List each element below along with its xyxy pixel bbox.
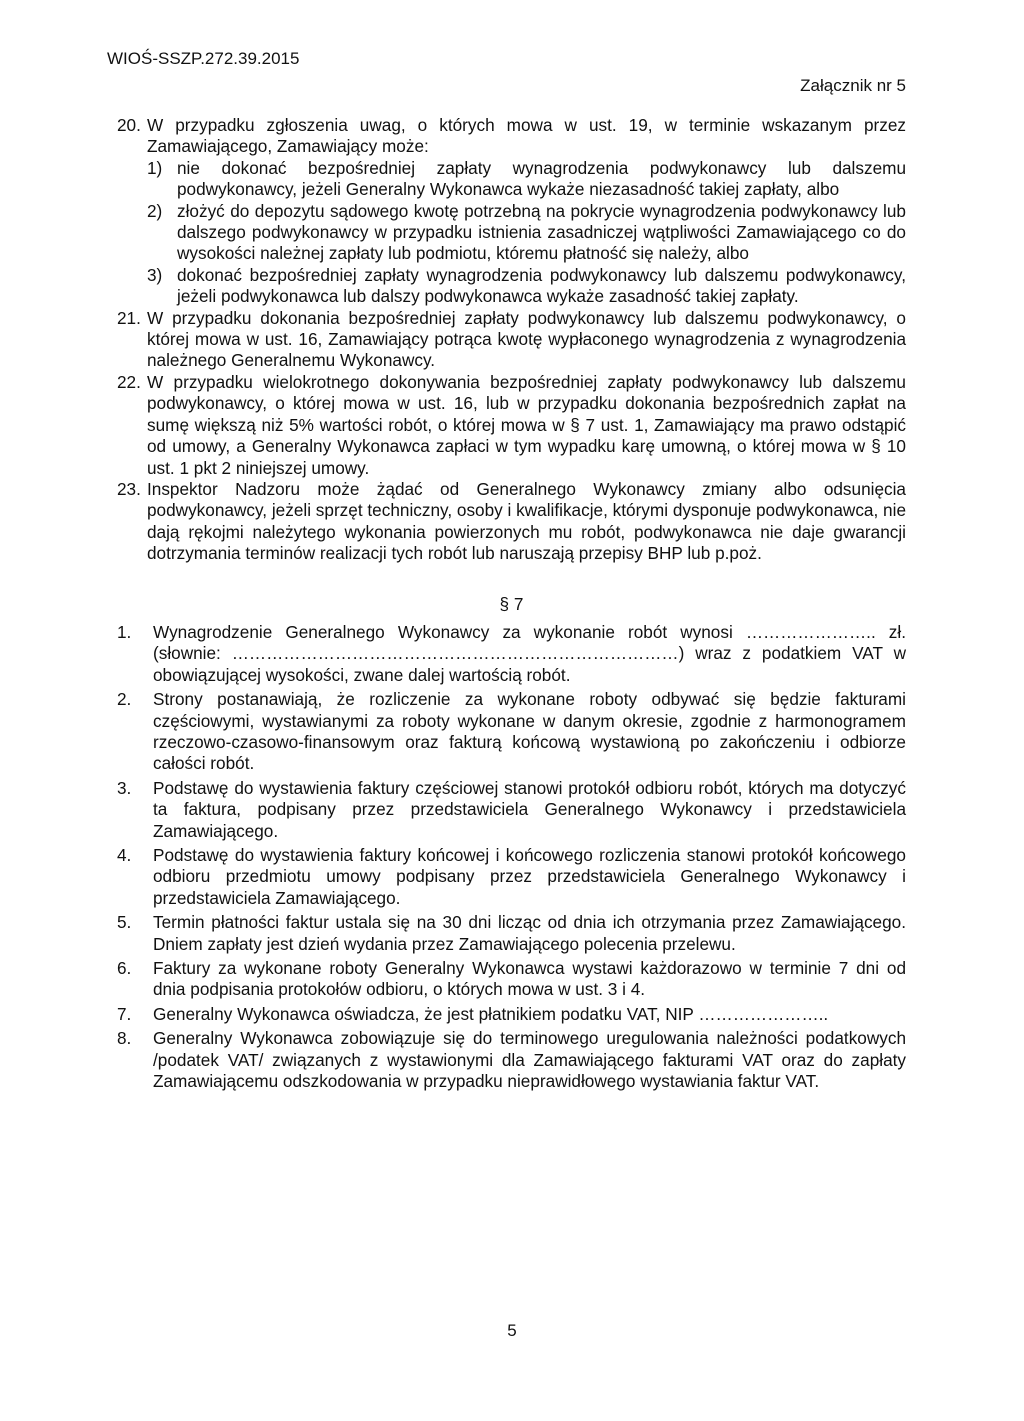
subclause-text: złożyć do depozytu sądowego kwotę potrzebną na pokrycie wynagrodzenia podwykonawcy lub dalszego podwykonawcy w przypadku istnienia zasadniczej wątpliwości Zamawiającego co do wysokości należnej zapłaty lub podmiotu, któremu płatność się należy, albo xyxy=(177,200,906,264)
subclause-number: 3) xyxy=(147,264,163,285)
item-number: 8. xyxy=(117,1028,132,1049)
clause-text xyxy=(147,115,906,308)
clause-21 xyxy=(117,308,906,372)
page-number: 5 xyxy=(507,1321,517,1340)
clause-number: 23. xyxy=(117,478,141,499)
clause-text: W przypadku wielokrotnego dokonywania bezpośredniej zapłaty podwykonawcy lub dalszemu podwykonawcy, o której mowa w ust. 16, lub w przypadku dokonania bezpośrednich zapłat na sumę większą niż 5% wartości robót, o której mowa w § 7 ust. 1, Zamawiający ma prawo odstąpić od umowy, a Generalny Wykonawca zapłaci w tym wypadku karę umowną, o której mowa w § 10 ust. 1 pkt 2 niniejszej umowy. xyxy=(147,371,906,478)
item-text: Podstawę do wystawienia faktury końcowej i końcowego rozliczenia stanowi protokół końcowego odbioru przedmiotu umowy podpisany przez przedstawiciela Generalnego Wykonawcy i przedstawiciela Zamawiającego. xyxy=(153,845,906,908)
item-text: Termin płatności faktur ustala się na 30 dni licząc od dnia ich otrzymania przez Zamawiającego. Dniem zapłaty jest dzień wydania przez Zamawiającego polecenia przelewu. xyxy=(153,912,906,954)
section-item-5 xyxy=(117,912,906,955)
subclause-2 xyxy=(147,201,906,265)
attachment-label: Załącznik nr 5 xyxy=(800,76,906,95)
clause-20 xyxy=(117,115,906,308)
item-text: Wynagrodzenie Generalnego Wykonawcy za wykonanie robót wynosi ………………….. zł. (słownie: ……………………………………………………………………) wraz z podatkiem VAT w obowiązującej wysokości, zwane dalej wartością robót. xyxy=(153,621,906,685)
clause-intro: W przypadku zgłoszenia uwag, o których mowa w ust. 19, w terminie wskazanym przez Zamawiającego, Zamawiający może: xyxy=(147,115,906,157)
subclause-number: 2) xyxy=(147,200,163,221)
section-item-8 xyxy=(117,1028,906,1092)
clause-text: W przypadku dokonania bezpośredniej zapłaty podwykonawcy lub dalszemu podwykonawcy, o której mowa w ust. 16, Zamawiający potrąca kwotę wypłaconego wynagrodzenia z wynagrodzenia należnego Generalnemu Wykonawcy. xyxy=(147,307,906,371)
clause-number: 22. xyxy=(117,371,141,392)
item-number: 3. xyxy=(117,777,132,798)
clause-number: 21. xyxy=(117,307,141,328)
subclause-text: dokonać bezpośredniej zapłaty wynagrodzenia podwykonawcy lub dalszemu podwykonawcy, jeżeli podwykonawca lub dalszy podwykonawca wykaże zasadność takiej zapłaty. xyxy=(177,264,906,307)
item-text: Generalny Wykonawca oświadcza, że jest płatnikiem podatku VAT, NIP ………………….. xyxy=(153,1003,829,1024)
section-item-1 xyxy=(117,622,906,686)
item-number: 2. xyxy=(117,689,132,710)
item-text: Generalny Wykonawca zobowiązuje się do terminowego uregulowania należności podatkowych /podatek VAT/ związanych z wystawionymi dla Zamawiającego fakturami VAT oraz do zapłaty Zamawiającemu odszkodowania w przypadku nieprawidłowego wystawiania faktur VAT. xyxy=(153,1028,906,1092)
section-item-4 xyxy=(117,845,906,909)
item-number: 4. xyxy=(117,845,132,865)
item-text: Podstawę do wystawienia faktury częściowej stanowi protokół odbioru robót, których ma dotyczyć ta faktura, podpisany przez przedstawiciela Generalnego Wykonawcy i przedstawiciela Zamawiającego. xyxy=(153,777,906,841)
item-number: 5. xyxy=(117,912,132,933)
item-text: Strony postanawiają, że rozliczenie za wykonane roboty odbywać się będzie fakturami częściowymi, wystawianymi za roboty wykonane w danym okresie, zgodnie z harmonogramem rzeczowo-czasowo-finansowym oraz fakturą końcową wystawioną po zakończeniu i odbiorze całości robót. xyxy=(153,689,906,774)
section-item-3 xyxy=(117,778,906,842)
subclause-text: nie dokonać bezpośredniej zapłaty wynagrodzenia podwykonawcy lub dalszemu podwykonawcy, jeżeli Generalny Wykonawca wykaże niezasadność takiej zapłaty, albo xyxy=(177,157,906,200)
document-reference: WIOŚ-SSZP.272.39.2015 xyxy=(107,49,300,68)
item-number: 7. xyxy=(117,1003,132,1024)
section-heading: § 7 xyxy=(499,593,524,614)
subclause-number: 1) xyxy=(147,157,163,178)
subclause-3 xyxy=(147,265,906,308)
section-item-7 xyxy=(117,1004,906,1025)
item-text: Faktury za wykonane roboty Generalny Wykonawca wystawi każdorazowo w terminie 7 dni od dnia podpisania protokołów odbioru, o których mowa w ust. 3 i 4. xyxy=(153,958,906,1000)
clause-23 xyxy=(117,479,906,565)
clause-number: 20. xyxy=(117,115,141,135)
item-number: 1. xyxy=(117,621,132,642)
subclause-1 xyxy=(147,158,906,201)
item-number: 6. xyxy=(117,958,132,979)
clause-text: Inspektor Nadzoru może żądać od Generalnego Wykonawcy zmiany albo odsunięcia podwykonawcy, jeżeli sprzęt techniczny, osoby i kwalifikacje, którymi dysponuje podwykonawca, nie dają rękojmi należytego wykonania powierzonych mu robót, podwykonawca nie daje gwarancji dotrzymania terminów realizacji tych robót lub naruszają przepisy BHP lub p.poż. xyxy=(147,478,906,564)
clause-22 xyxy=(117,372,906,479)
section-item-2 xyxy=(117,689,906,775)
document-body xyxy=(117,115,906,1095)
section-item-6 xyxy=(117,958,906,1001)
